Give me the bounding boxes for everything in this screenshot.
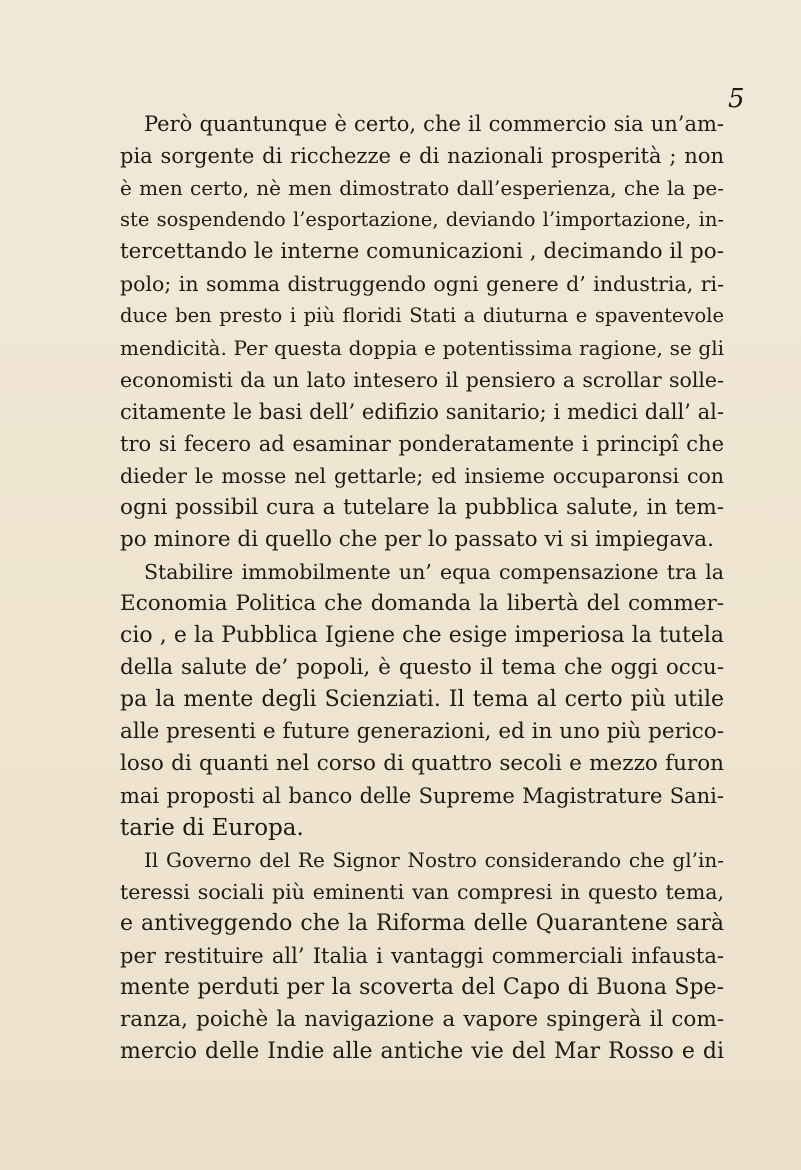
text-line: loso di quanti nel corso di quattro secoli e mezzo furon	[120, 751, 724, 776]
text-line: polo; in somma distruggendo ogni genere d’ industria, ri-	[120, 272, 724, 296]
text-line: economisti da un lato intesero il pensiero a scrollar solle-	[120, 368, 724, 392]
page-number: 5	[728, 84, 745, 114]
text-line: dieder le mosse nel gettarle; ed insieme occuparonsi con	[120, 464, 724, 488]
text-line: ranza, poichè la navigazione a vapore spingerà il com-	[120, 1007, 724, 1032]
body-text	[120, 108, 724, 1068]
text-line: ste sospendendo l’esportazione, deviando l’importazione, in-	[120, 208, 724, 231]
text-line: è men certo, nè men dimostrato dall’esperienza, che la pe-	[120, 176, 724, 200]
text-line: tro si fecero ad esaminar ponderatamente i principî che	[120, 432, 724, 456]
text-line: per restituire all’ Italia i vantaggi commerciali infausta-	[120, 944, 724, 968]
text-line: della salute de’ popoli, è questo il tema che oggi occu-	[120, 655, 724, 680]
text-line: tarie di Europa.	[120, 815, 304, 841]
text-line: e antiveggendo che la Riforma delle Quarantene sarà	[120, 911, 724, 936]
text-line: pa la mente degli Scienziati. Il tema al certo più utile	[120, 687, 724, 712]
text-line: mai proposti al banco delle Supreme Magistrature Sani-	[120, 784, 724, 808]
text-line: mendicità. Per questa doppia e potentissima ragione, se gli	[120, 336, 724, 360]
text-line: teressi sociali più eminenti van compresi in questo tema,	[120, 880, 724, 904]
text-line: Però quantunque è certo, che il commercio sia un’am-	[144, 112, 724, 136]
text-line: ogni possibil cura a tutelare la pubblica salute, in tem-	[120, 495, 724, 520]
text-line: Economia Politica che domanda la libertà del commer-	[120, 591, 724, 616]
text-line: cio , e la Pubblica Igiene che esige imperiosa la tutela	[120, 623, 724, 648]
text-line: Stabilire immobilmente un’ equa compensazione tra la	[144, 560, 724, 584]
text-line: po minore di quello che per lo passato vi si impiegava.	[120, 527, 714, 552]
text-line: Il Governo del Re Signor Nostro considerando che gl’in-	[144, 848, 724, 872]
text-line: alle presenti e future generazioni, ed in uno più perico-	[120, 719, 724, 744]
text-line: mente perduti per la scoverta del Capo di Buona Spe-	[120, 975, 724, 1000]
text-line: citamente le basi dell’ edifizio sanitario; i medici dall’ al-	[120, 400, 724, 424]
text-line: pia sorgente di ricchezze e di nazionali prosperità ; non	[120, 144, 724, 168]
text-line: duce ben presto i più floridi Stati a diuturna e spaventevole	[120, 304, 724, 327]
text-line: tercettando le interne comunicazioni , decimando il po-	[120, 239, 724, 264]
text-line: mercio delle Indie alle antiche vie del Mar Rosso e di	[120, 1039, 724, 1064]
